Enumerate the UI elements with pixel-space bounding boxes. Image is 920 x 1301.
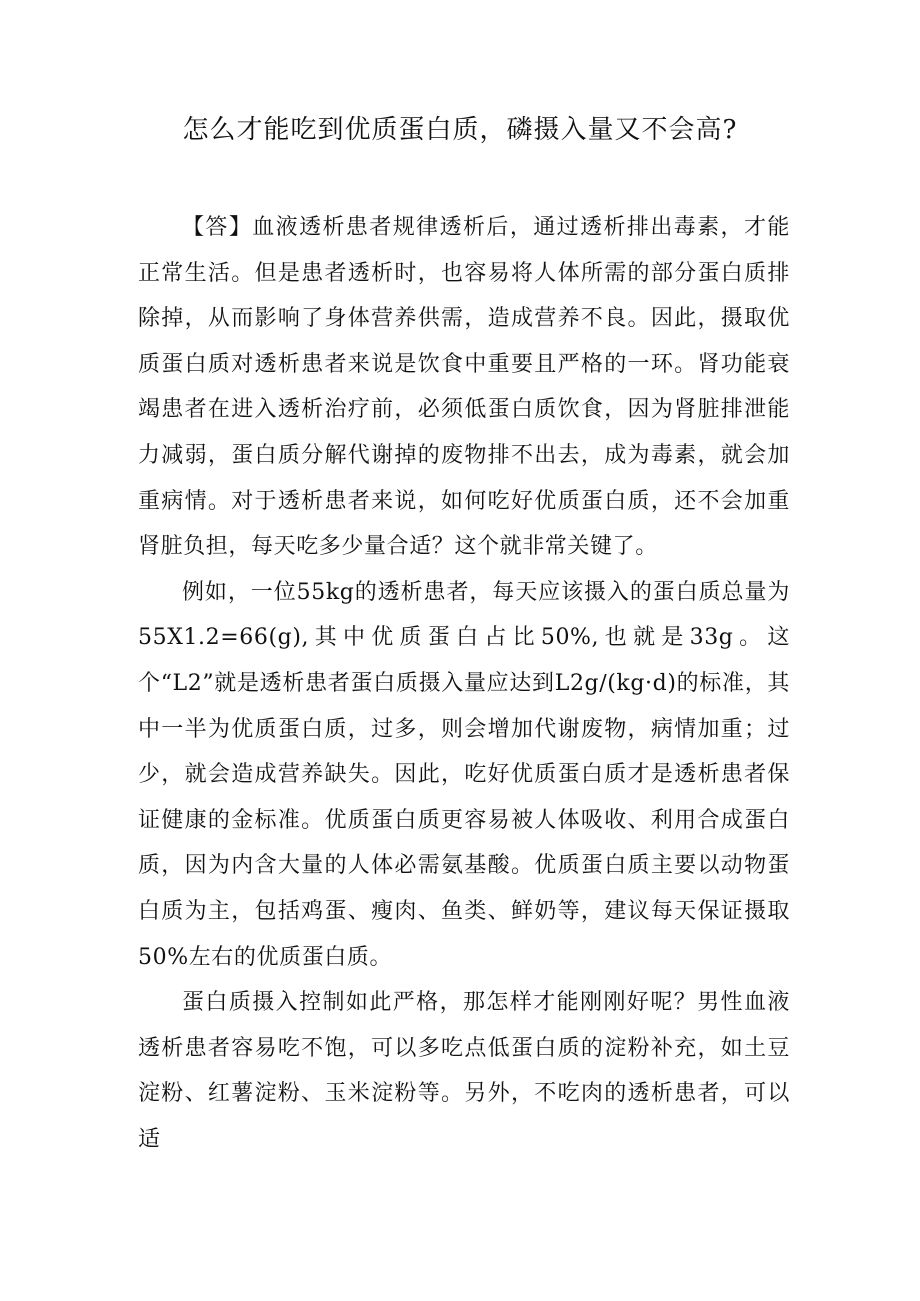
document-body [138, 205, 790, 1162]
paragraph-answer: 【答】血液透析患者规律透析后，通过透析排出毒素，才能正常生活。但是患者透析时，也容易将人体所需的部分蛋白质排除掉，从而影响了身体营养供需，造成营养不良。因此，摄取优质蛋白质对透析患者来说是饮食中重要且严格的一环。肾功能衰竭患者在进入透析治疗前，必须低蛋白质饮食，因为肾脏排泄能力减弱，蛋白质分解代谢掉的废物排不出去，成为毒素，就会加重病情。对于透析患者来说，如何吃好优质蛋白质，还不会加重肾脏负担，每天吃多少量合适？这个就非常关键了。 [138, 215, 790, 560]
paragraph-control: 蛋白质摄入控制如此严格，那怎样才能刚刚好呢？男性血液透析患者容易吃不饱，可以多吃点低蛋白质的淀粉补充，如土豆淀粉、红薯淀粉、玉米淀粉等。另外，不吃肉的透析患者，可以适 [138, 990, 790, 1152]
paragraph-example: 例如，一位55kg的透析患者，每天应该摄入的蛋白质总量为55X1.2=66(g),其中优质蛋白占比50%,也就是33g。这个“L2”就是透析患者蛋白质摄入量应达到L2g∕(kg·d)的标准，其中一半为优质蛋白质，过多，则会增加代谢废物，病情加重；过少，就会造成营养缺失。因此，吃好优质蛋白质才是透析患者保证健康的金标准。优质蛋白质更容易被人体吸收、利用合成蛋白质，因为内含大量的人体必需氨基酸。优质蛋白质主要以动物蛋白质为主，包括鸡蛋、瘦肉、鱼类、鲜奶等，建议每天保证摄取50%左右的优质蛋白质。 [138, 579, 790, 970]
document-title: 怎么才能吃到优质蛋白质，磷摄入量又不会高? [182, 115, 738, 145]
